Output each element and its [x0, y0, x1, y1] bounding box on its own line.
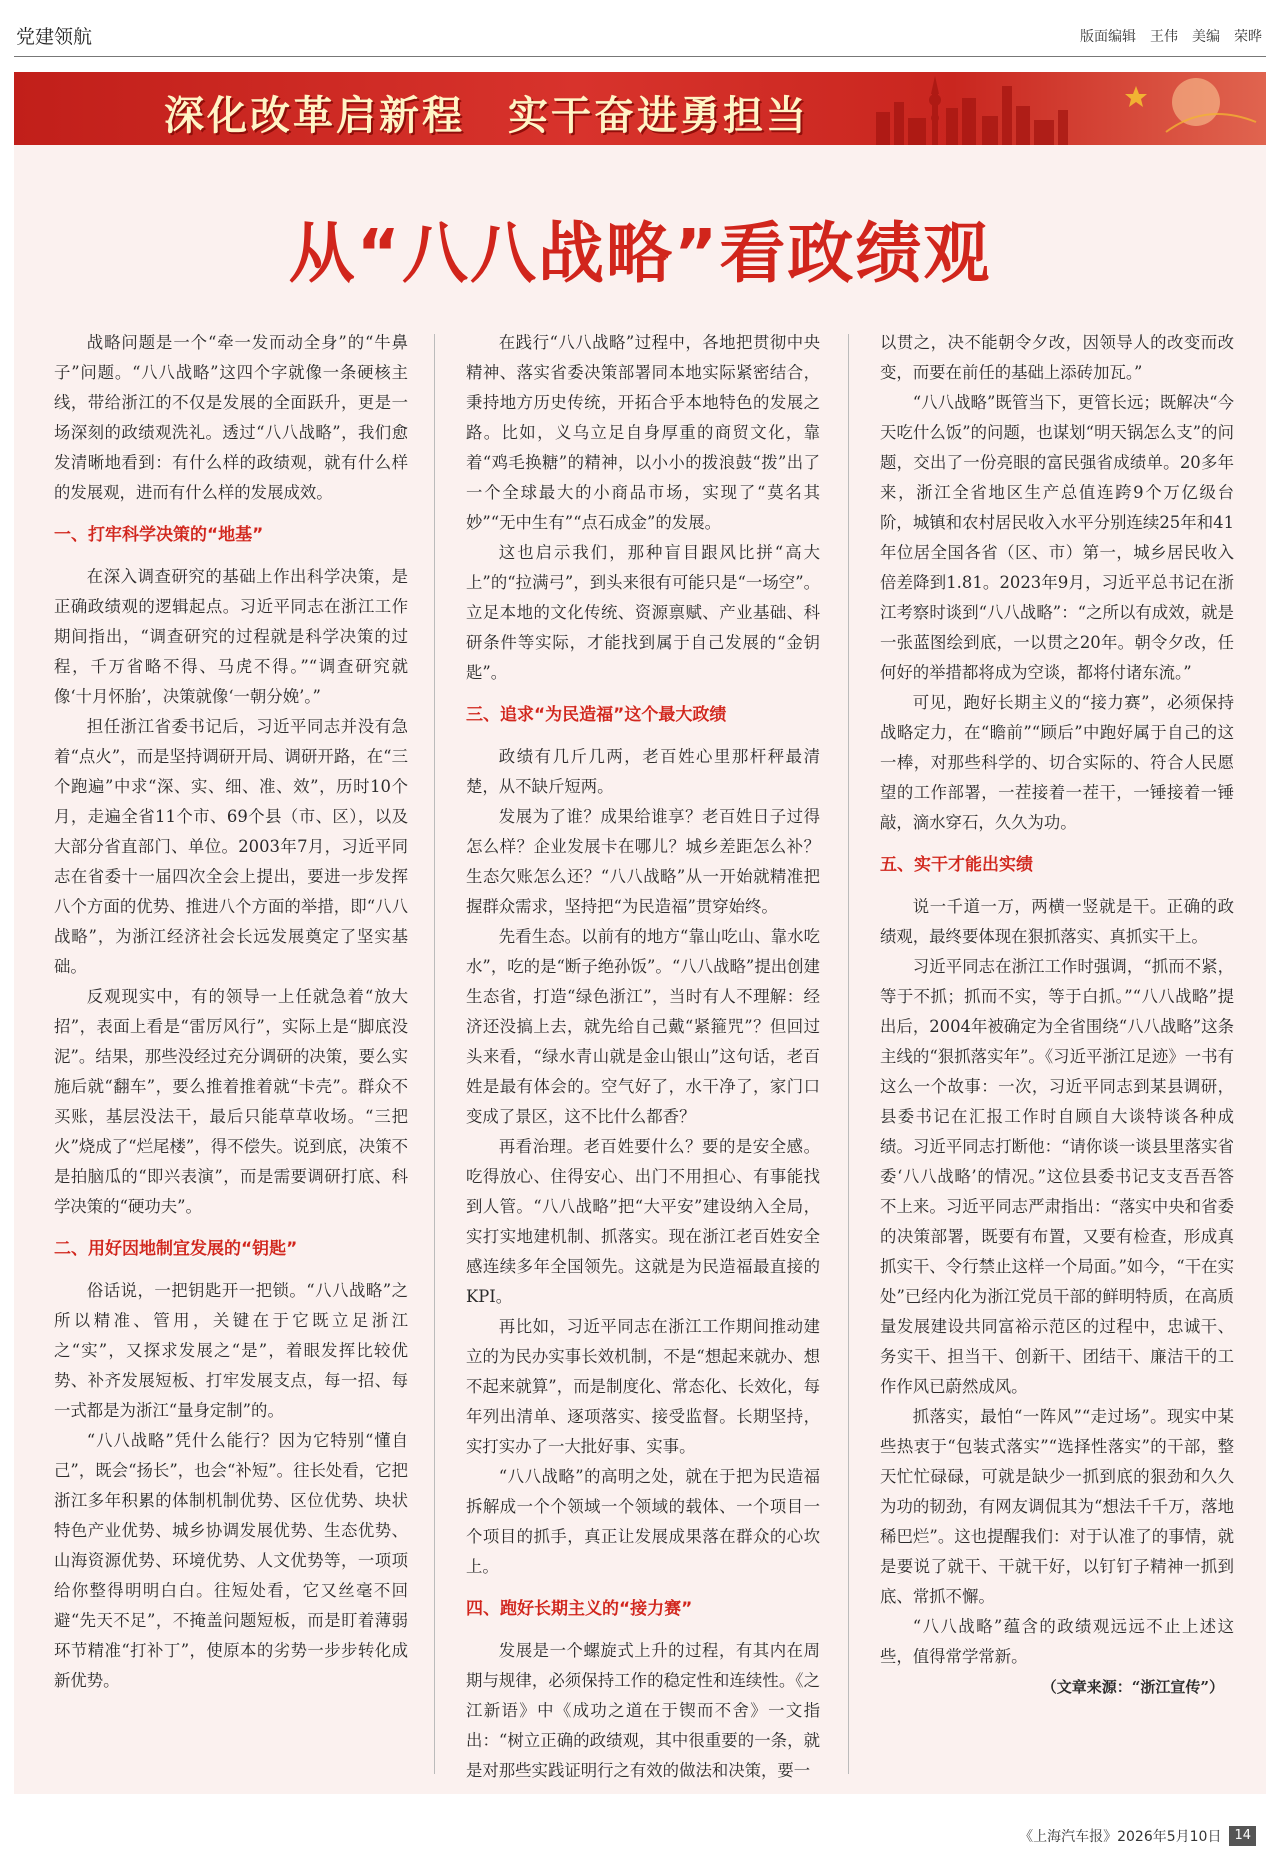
paragraph: 在践行“八八战略”过程中，各地把贯彻中央精神、落实省委决策部署同本地实际紧密结合，秉持地方历史传统，开拓合乎本地特色的发展之路。比如，义乌立足自身厚重的商贸文化，靠着“鸡毛换糖”的精神，以小小的拨浪鼓“拨”出了一个全球最大的小商品市场，实现了“莫名其妙”“无中生有”“点石成金”的发展。	[466, 333, 820, 532]
section-heading: 二、用好因地制宜发展的“钥匙”	[54, 1239, 298, 1259]
paragraph: “八八战略”蕴含的政绩观远远不止上述这些，值得常学常新。	[880, 1617, 1234, 1666]
city-skyline-icon	[836, 72, 1266, 145]
page-footer	[1019, 1826, 1256, 1846]
section-heading: 一、打牢科学决策的“地基”	[54, 525, 264, 545]
banner-slogan: 深化改革启新程 实干奋进勇担当	[164, 93, 809, 139]
editor-label: 版面编辑	[1080, 29, 1136, 45]
article-column-3	[880, 328, 1234, 1702]
column-divider	[434, 334, 435, 1774]
paragraph: 这也启示我们，那种盲目跟风比拼“高大上”的“拉满弓”，到头来很有可能只是“一场空”。立足本地的文化传统、资源禀赋、产业基础、科研条件等实际，才能找到属于自己发展的“金钥匙”。	[466, 543, 820, 682]
theme-banner	[14, 72, 1266, 145]
paragraph: 反观现实中，有的领导一上任就急着“放大招”，表面上看是“雷厉风行”，实际上是“脚底没泥”。结果，那些没经过充分调研的决策，要么实施后就“翻车”，要么推着推着就“卡壳”。群众不买账，基层没法干，最后只能草草收场。“三把火”烧成了“烂尾楼”，得不偿失。说到底，决策不是拍脑瓜的“即兴表演”，而是需要调研打底、科学决策的“硬功夫”。	[54, 987, 408, 1216]
paragraph: 再看治理。老百姓要什么？要的是安全感。吃得放心、住得安心、出门不用担心、有事能找到人管。“八八战略”把“大平安”建设纳入全局，实打实地建机制、抓落实。现在浙江老百姓安全感连续多年全国领先。这就是为民造福最直接的KPI。	[466, 1137, 820, 1306]
paragraph: 可见，跑好长期主义的“接力赛”，必须保持战略定力，在“瞻前”“顾后”中跑好属于自己的这一棒，对那些科学的、切合实际的、符合人民愿望的工作部署，一茬接着一茬干，一锤接着一锤敲，滴水穿石，久久为功。	[880, 693, 1234, 832]
paragraph: 抓落实，最怕“一阵风”“走过场”。现实中某些热衷于“包装式落实”“选择性落实”的干部，整天忙忙碌碌，可就是缺少一抓到底的狠劲和久久为功的韧劲，有网友调侃其为“想法千千万，落地稀巴烂”。这也提醒我们：对于认准了的事情，就是要说了就干、干就干好，以钉钉子精神一抓到底、常抓不懈。	[880, 1407, 1234, 1606]
article-sheet	[14, 72, 1266, 1794]
section-heading: 四、跑好长期主义的“接力赛”	[466, 1599, 693, 1619]
section-heading: 三、追求“为民造福”这个最大政绩	[466, 705, 727, 725]
paragraph: 俗话说，一把钥匙开一把锁。“八八战略”之所以精准、管用，关键在于它既立足浙江之“实”，又探求发展之“是”，着眼发挥比较优势、补齐发展短板、打牢发展支点，每一招、每一式都是为浙江“量身定制”的。	[54, 1281, 408, 1420]
column-divider	[848, 334, 849, 1774]
newspaper-issue: 《上海汽车报》2026年5月10日	[1019, 1829, 1222, 1845]
paragraph: 以贯之，决不能朝令夕改，因领导人的改变而改变，而要在前任的基础上添砖加瓦。”	[880, 333, 1234, 382]
paragraph: 政绩有几斤几两，老百姓心里那杆秤最清楚，从不缺斤短两。	[466, 747, 820, 796]
article-headline: 从“八八战略”看政绩观	[288, 215, 992, 292]
paragraph: 担任浙江省委书记后，习近平同志并没有急着“点火”，而是坚持调研开局、调研开路，在“三个跑遍”中求“深、实、细、准、效”，历时10个月，走遍全省11个市、69个县（市、区），以及大部分省直部门、单位。2003年7月，习近平同志在省委十一届四次全会上提出，要进一步发挥八个方面的优势、推进八个方面的举措，即“八八战略”，为浙江经济社会长远发展奠定了坚实基础。	[54, 717, 408, 976]
paragraph: 在深入调查研究的基础上作出科学决策，是正确政绩观的逻辑起点。习近平同志在浙江工作期间指出，“调查研究的过程就是科学决策的过程，千万省略不得、马虎不得。”“调查研究就像‘十月怀胎’，决策就像‘一朝分娩’。”	[54, 567, 408, 706]
paragraph: 发展是一个螺旋式上升的过程，有其内在周期与规律，必须保持工作的稳定性和连续性。《之江新语》中《成功之道在于锲而不舍》一文指出：“树立正确的政绩观，其中很重要的一条，就是对那些实践证明行之有效的做法和决策，要一	[466, 1641, 820, 1780]
paragraph: “八八战略”既管当下，更管长远；既解决“今天吃什么饭”的问题，也谋划“明天锅怎么支”的问题，交出了一份亮眼的富民强省成绩单。20多年来，浙江全省地区生产总值连跨9个万亿级台阶，城镇和农村居民收入水平分别连续25年和41年位居全国各省（区、市）第一，城乡居民收入倍差降到1.81。2023年9月，习近平总书记在浙江考察时谈到“八八战略”：“之所以有成效，就是一张蓝图绘到底，一以贯之20年。朝令夕改，任何好的举措都将成为空谈，都将付诸东流。”	[880, 393, 1234, 682]
paragraph: “八八战略”的高明之处，就在于把为民造福拆解成一个个领域一个领域的载体、一个项目一个项目的抓手，真正让发展成果落在群众的心坎上。	[466, 1467, 820, 1576]
paragraph: 先看生态。以前有的地方“靠山吃山、靠水吃水”，吃的是“断子绝孙饭”。“八八战略”提出创建生态省，打造“绿色浙江”，当时有人不理解：经济还没搞上去，就先给自己戴“紧箍咒”？但回过头来看，“绿水青山就是金山银山”这句话，老百姓是最有体会的。空气好了，水干净了，家门口变成了景区，这不比什么都香？	[466, 927, 820, 1126]
page-header	[14, 0, 1266, 57]
editor-credits	[1080, 26, 1262, 46]
designer-name: 荣晔	[1234, 29, 1262, 45]
page-number: 14	[1229, 1826, 1256, 1846]
designer-label: 美编	[1192, 29, 1220, 45]
editor-name: 王伟	[1150, 29, 1178, 45]
paragraph: 习近平同志在浙江工作时强调，“抓而不紧，等于不抓；抓而不实，等于白抓。”“八八战略”提出后，2004年被确定为全省围绕“八八战略”这条主线的“狠抓落实年”。《习近平浙江足迹》一书有这么一个故事：一次，习近平同志到某县调研，县委书记在汇报工作时自顾自大谈特谈各种成绩。习近平同志打断他：“请你谈一谈县里落实省委‘八八战略’的情况。”这位县委书记支支吾吾答不上来。习近平同志严肃指出：“落实中央和省委的决策部署，既要有布置，又要有检查，形成真抓实干、令行禁止这样一个局面。”如今，“干在实处”已经内化为浙江党员干部的鲜明特质，在高质量发展建设共同富裕示范区的过程中，忠诚干、务实干、担当干、创新干、团结干、廉洁干的工作作风已蔚然成风。	[880, 957, 1234, 1396]
paragraph: 说一千道一万，两横一竖就是干。正确的政绩观，最终要体现在狠抓落实、真抓实干上。	[880, 897, 1234, 946]
section-heading: 五、实干才能出实绩	[880, 855, 1033, 875]
paragraph: 发展为了谁？成果给谁享？老百姓日子过得怎么样？企业发展卡在哪儿？城乡差距怎么补？生态欠账怎么还？“八八战略”从一开始就精准把握群众需求，坚持把“为民造福”贯穿始终。	[466, 807, 820, 916]
article-column-2	[466, 328, 820, 1786]
article-body	[14, 328, 1266, 1788]
article-source: （文章来源：“浙江宣传”）	[1041, 1678, 1224, 1696]
article-column-1	[54, 328, 408, 1696]
paragraph: 战略问题是一个“牵一发而动全身”的“牛鼻子”问题。“八八战略”这四个字就像一条硬核主线，带给浙江的不仅是发展的全面跃升，更是一场深刻的政绩观洗礼。透过“八八战略”，我们愈发清晰地看到：有什么样的政绩观，就有什么样的发展观，进而有什么样的发展成效。	[54, 333, 408, 502]
paragraph: “八八战略”凭什么能行？因为它特别“懂自己”，既会“扬长”，也会“补短”。往长处看，它把浙江多年积累的体制机制优势、区位优势、块状特色产业优势、城乡协调发展优势、生态优势、山海资源优势、环境优势、人文优势等，一项项给你整得明明白白。往短处看，它又丝毫不回避“先天不足”，不掩盖问题短板，而是盯着薄弱环节精准“打补丁”，使原本的劣势一步步转化成新优势。	[54, 1431, 408, 1690]
paragraph: 再比如，习近平同志在浙江工作期间推动建立的为民办实事长效机制，不是“想起来就办、想不起来就算”，而是制度化、常态化、长效化，每年列出清单、逐项落实、接受监督。长期坚持，实打实办了一大批好事、实事。	[466, 1317, 820, 1456]
section-name: 党建领航	[16, 26, 93, 48]
